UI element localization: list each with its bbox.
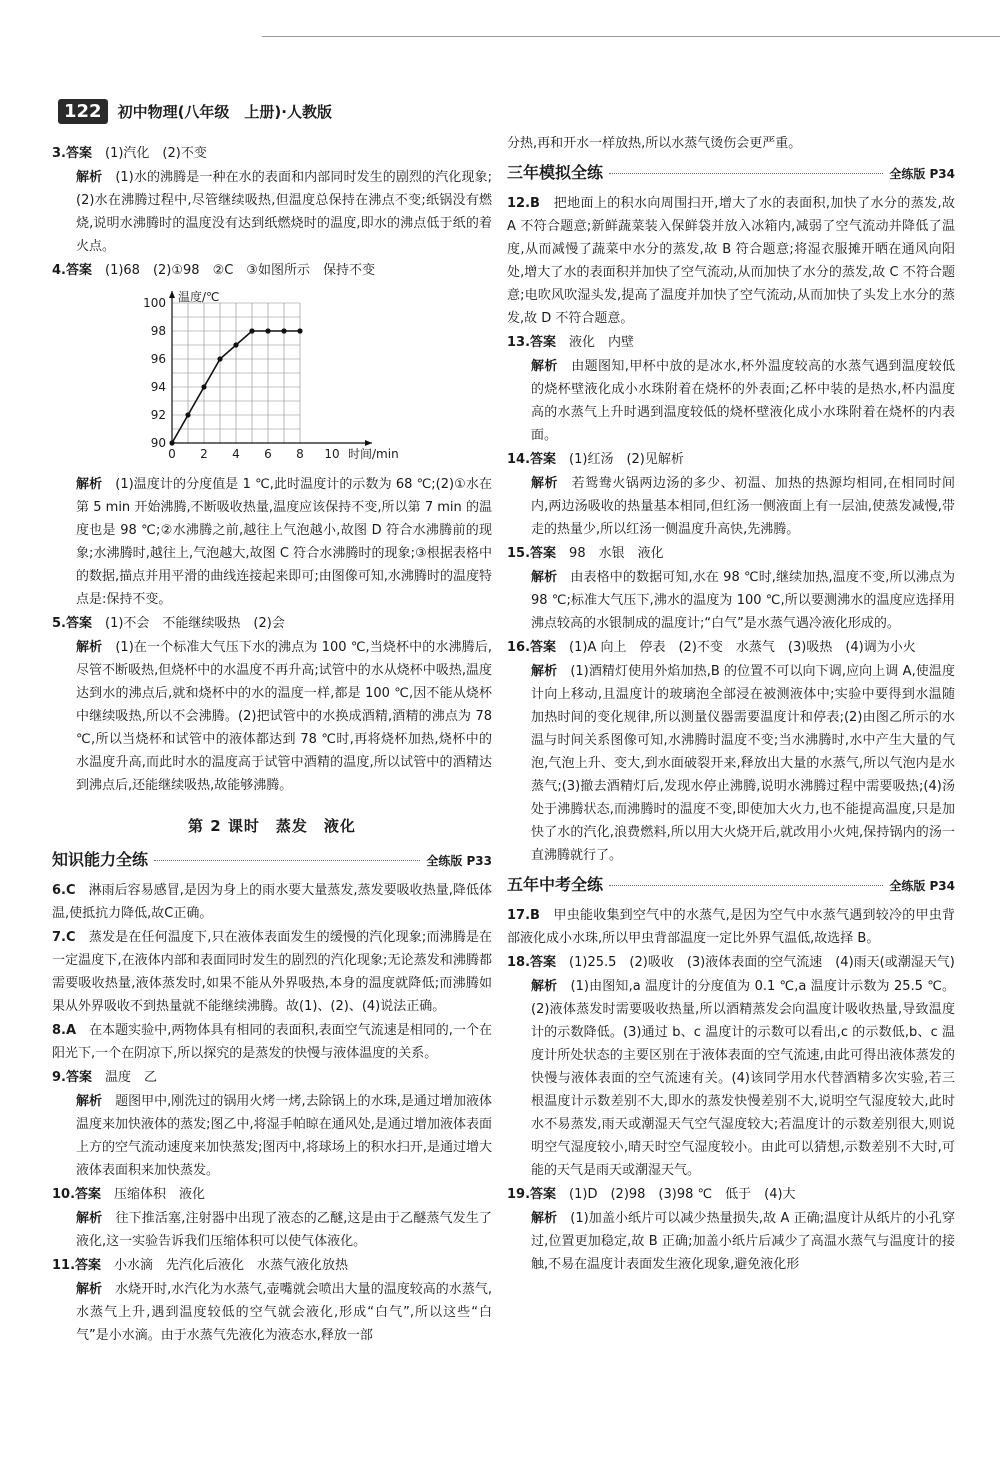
data-point xyxy=(233,342,238,347)
q12-number: 12.B xyxy=(507,196,540,211)
q17-number: 17.B xyxy=(507,908,540,923)
q13-analysis xyxy=(507,355,955,447)
q4-answer xyxy=(52,259,492,282)
section-ref: 全练版 P34 xyxy=(889,879,955,893)
analysis-label: 解析 xyxy=(76,477,103,492)
q9-analysis xyxy=(52,1090,492,1182)
analysis-label: 解析 xyxy=(531,1211,558,1226)
section-title: 五年中考全练 xyxy=(507,875,604,894)
q3-analysis-text: (1)水的沸腾是一种在水的表面和内部同时发生的剧烈的汽化现象;(2)水在沸腾过程中,尽管继续吸热,但温度总保持在沸点不变;纸锅没有燃烧,说明水沸腾时的温度没有达到纸燃烧时的温度,即水的沸点低于纸的着火点。 xyxy=(76,170,492,254)
q4-number: 4.答案 xyxy=(52,263,92,278)
y-tick-label: 100 xyxy=(143,296,166,310)
q4-analysis-text: (1)温度计的分度值是 1 ℃,此时温度计的示数为 68 ℃;(2)①水在第 5 min 开始沸腾,不断吸收热量,温度应该保持不变,所以第 7 min 的温度也是 98 ℃;②水沸腾之前,越往上气泡越小,故图 D 符合水沸腾前的现象;水沸腾时,越往上,气泡越大,故图 C 符合水沸腾时的现象;③根据表格中的数据,描点并用平滑的曲线连接起来即可;由图像可知,水沸腾时的温度特点是:保持不变。 xyxy=(76,477,492,607)
q14-answer xyxy=(507,448,955,471)
q7-text: 蒸发是在任何温度下,只在液体表面发生的缓慢的汽化现象;而沸腾是在一定温度下,在液体内部和表面同时发生的剧烈的汽化现象;无论蒸发和沸腾都需要吸收热量,液体蒸发时,如果不能从外界吸热,本身的温度就降低;而沸腾如果从外界吸收不到热量就不能继续沸腾。故(1)、(2)、(4)说法正确。 xyxy=(52,930,492,1014)
q16-analysis xyxy=(507,660,955,867)
book-title: 初中物理(八年级 上册)·人教版 xyxy=(117,102,332,121)
q15-answer-text: 98 水银 液化 xyxy=(569,546,664,561)
q3-answer-text: (1)汽化 (2)不变 xyxy=(105,146,207,161)
q10-number: 10.答案 xyxy=(52,1187,102,1202)
q19-analysis xyxy=(507,1207,955,1276)
q19-number: 19.答案 xyxy=(507,1187,557,1202)
data-point xyxy=(281,328,286,333)
q18-answer-text: (1)25.5 (2)吸收 (3)液体表面的空气流速 (4)雨天(或潮湿天气) xyxy=(569,955,955,970)
y-tick-label: 98 xyxy=(150,324,166,338)
x-tick-label: 2 xyxy=(200,447,208,461)
q16-analysis-text: (1)酒精灯使用外焰加热,B 的位置不可以向下调,应向上调 A,使温度计向上移动,且温度计的玻璃泡全部浸在被测液体中;实验中要得到水温随加热时间的变化规律,所以测量仪器需要温度计和停表;(2)由图乙所示的水温与时间关系图像可知,水沸腾时温度不变;当水沸腾时,水中产生大量的气泡,气泡上升、变大,到水面破裂开来,释放出大量的水蒸气,所以气泡内是水蒸气;(3)撤去酒精灯后,发现水停止沸腾,说明水沸腾过程中需要吸热;(4)汤处于沸腾状态,而沸腾时的温度不变,即使加大火力,也不能提高温度,只是加快了水的汽化,浪费燃料,所以用大火烧开后,就改用小火炖,保持锅内的汤一直沸腾就行了。 xyxy=(531,664,955,863)
q17 xyxy=(507,904,955,950)
y-tick-label: 92 xyxy=(150,408,166,422)
q15-answer xyxy=(507,542,955,565)
q10-analysis xyxy=(52,1207,492,1253)
data-point xyxy=(297,328,302,333)
q6-text: 淋雨后容易感冒,是因为身上的雨水要大量蒸发,蒸发要吸收热量,降低体温,使抵抗力降低,故C正确。 xyxy=(52,883,492,921)
analysis-label: 解析 xyxy=(531,476,559,491)
q19-answer-text: (1)D (2)98 (3)98 ℃ 低于 (4)大 xyxy=(569,1187,796,1202)
q16-number: 16.答案 xyxy=(507,640,557,655)
analysis-label: 解析 xyxy=(531,570,558,585)
y-tick-label: 96 xyxy=(150,352,166,366)
q9-number: 9.答案 xyxy=(52,1070,92,1085)
q4-answer-text: (1)68 (2)①98 ②C ③如图所示 保持不变 xyxy=(105,263,375,278)
q16-answer-text: (1)A 向上 停表 (2)不变 水蒸气 (3)吸热 (4)调为小火 xyxy=(569,640,916,655)
x-tick-label: 4 xyxy=(232,447,240,461)
y-tick-label: 90 xyxy=(150,436,166,450)
section-dots xyxy=(154,860,420,861)
q5-number: 5.答案 xyxy=(52,616,92,631)
q10-answer xyxy=(52,1183,492,1206)
q8 xyxy=(52,1019,492,1065)
data-point xyxy=(265,328,270,333)
data-point xyxy=(249,328,254,333)
x-axis-arrow xyxy=(365,440,372,446)
y-axis-arrow xyxy=(169,291,175,298)
x-tick-label: 0 xyxy=(168,447,176,461)
q16-answer xyxy=(507,636,955,659)
x-tick-label: 6 xyxy=(264,447,272,461)
q8-number: 8.A xyxy=(52,1023,77,1038)
section-ref: 全练版 P33 xyxy=(426,854,492,868)
y-axis-label: 温度/℃ xyxy=(178,290,220,304)
q6 xyxy=(52,879,492,925)
q3-answer xyxy=(52,142,492,165)
page-header xyxy=(58,96,332,126)
boiling-temperature-chart xyxy=(112,285,452,461)
q11-answer xyxy=(52,1254,492,1277)
x-axis-label: 时间/min xyxy=(348,447,399,461)
q5-answer-text: (1)不会 不能继续吸热 (2)会 xyxy=(105,616,285,631)
q9-answer-text: 温度 乙 xyxy=(105,1070,158,1085)
q8-text: 在本题实验中,两物体具有相同的表面积,表面空气流速是相同的,一个在阳光下,一个在阴凉下,所以探究的是蒸发的快慢与液体温度的关系。 xyxy=(52,1023,492,1061)
q9-answer xyxy=(52,1066,492,1089)
q10-analysis-text: 往下推活塞,注射器中出现了液态的乙醚,这是由于乙醚蒸气发生了液化,这一实验告诉我们压缩体积可以使气体液化。 xyxy=(76,1211,492,1249)
left-column xyxy=(52,142,492,1348)
q14-analysis-text: 若鸳鸯火锅两边汤的多少、初温、加热的热源均相同,在相同时间内,两边汤吸收的热量基本相同,但红汤一侧液面上有一层油,使蒸发减慢,带走的热量少,所以红汤一侧温度升高快,先沸腾。 xyxy=(531,476,955,537)
analysis-label: 解析 xyxy=(531,664,558,679)
page-number: 122 xyxy=(58,99,108,124)
q5-analysis-text: (1)在一个标准大气压下水的沸点为 100 ℃,当烧杯中的水沸腾后,尽管不断吸热,但烧杯中的水温度不再升高;试管中的水从烧杯中吸热,温度达到水的沸点后,就和烧杯中的水的温度一样,都是 100 ℃,因不能从烧杯中继续吸热,所以不会沸腾。(2)把试管中的水换成酒精,酒精的沸点为 78 ℃,所以当烧杯和试管中的液体都达到 78 ℃时,再将烧杯加热,烧杯中的水温度升高,而此时水的温度高于试管中酒精的温度,所以试管中的酒精达到沸点后,还能继续吸热,故能够沸腾。 xyxy=(76,640,492,793)
data-point xyxy=(169,440,174,445)
q12-text: 把地面上的积水向周围扫开,增大了水的表面积,加快了水分的蒸发,故 A 不符合题意;新鲜蔬菜装入保鲜袋并放入冰箱内,减弱了空气流动并降低了温度,从而减慢了蔬菜中水分的蒸发,故 B 符合题意;将湿衣服摊开晒在通风向阳处,增大了水的表面积并加快了空气流动,从而加快了水分的蒸发,故 C 不符合题意;电吹风吹湿头发,提高了温度并加快了空气流动,从而加快了头发上水分的蒸发,故 D 不符合题意。 xyxy=(507,196,955,326)
q7 xyxy=(52,926,492,1018)
data-point xyxy=(217,356,222,361)
q3-number: 3.答案 xyxy=(52,146,92,161)
q4-analysis xyxy=(52,473,492,611)
q19-answer xyxy=(507,1183,955,1206)
analysis-label: 解析 xyxy=(76,1282,103,1297)
top-rule xyxy=(262,36,1000,37)
q13-answer xyxy=(507,331,955,354)
q11-continuation: 分热,再和开水一样放热,所以水蒸气烫伤会更严重。 xyxy=(507,136,802,151)
section-header-five-year xyxy=(507,873,955,898)
q14-analysis xyxy=(507,472,955,541)
analysis-label: 解析 xyxy=(531,359,558,374)
section-dots xyxy=(609,173,883,174)
section-header-knowledge xyxy=(52,848,492,873)
x-tick-label: 8 xyxy=(296,447,304,461)
q10-answer-text: 压缩体积 液化 xyxy=(114,1187,206,1202)
right-column xyxy=(507,132,955,1277)
analysis-label: 解析 xyxy=(76,1094,103,1109)
q18-answer xyxy=(507,951,955,974)
q11-number: 11.答案 xyxy=(52,1258,102,1273)
q14-number: 14.答案 xyxy=(507,452,557,467)
q13-number: 13.答案 xyxy=(507,335,557,350)
q5-answer xyxy=(52,612,492,635)
q5-analysis xyxy=(52,636,492,797)
q6-number: 6.C xyxy=(52,883,76,898)
q13-analysis-text: 由题图知,甲杯中放的是冰水,杯外温度较高的水蒸气遇到温度较低的烧杯壁液化成小水珠附着在烧杯的外表面;乙杯中装的是热水,杯内温度高的水蒸气上升时遇到温度较低的烧杯壁液化成小水珠附着在烧杯的内表面。 xyxy=(531,359,955,443)
lesson-title: 第 2 课时 蒸发 液化 xyxy=(188,817,356,835)
q7-number: 7.C xyxy=(52,930,76,945)
section-dots xyxy=(609,885,883,886)
q3-analysis xyxy=(52,166,492,258)
q11-analysis xyxy=(52,1278,492,1347)
section-title: 三年模拟全练 xyxy=(507,163,604,182)
analysis-label: 解析 xyxy=(76,170,103,185)
x-tick-label: 10 xyxy=(324,447,340,461)
analysis-label: 解析 xyxy=(76,1211,103,1226)
q9-analysis-text: 题图甲中,刚洗过的锅用火烤一烤,去除锅上的水珠,是通过增加液体温度来加快液体的蒸发;图乙中,将湿手帕晾在通风处,是通过增加液体表面上方的空气流动速度来加快蒸发;图丙中,将球场上的积水扫开,是通过增大液体表面积来加快蒸发。 xyxy=(76,1094,492,1178)
data-point xyxy=(201,384,206,389)
q18-analysis xyxy=(507,975,955,1182)
q11-analysis-text: 水烧开时,水汽化为水蒸气,壶嘴就会喷出大量的温度较高的水蒸气,水蒸气上升,遇到温度较低的空气就会液化,形成“白气”,所以这些“白气”是小水滴。由于水蒸气先液化为液态水,释放一部 xyxy=(76,1282,492,1343)
q18-number: 18.答案 xyxy=(507,955,557,970)
y-tick-label: 94 xyxy=(150,380,166,394)
data-point xyxy=(185,412,190,417)
q14-answer-text: (1)红汤 (2)见解析 xyxy=(569,452,684,467)
q12 xyxy=(507,192,955,330)
analysis-label: 解析 xyxy=(531,979,558,994)
q15-analysis-text: 由表格中的数据可知,水在 98 ℃时,继续加热,温度不变,所以沸点为 98 ℃;标准大气压下,沸水的温度为 100 ℃,所以要测沸水的温度应选择用沸点较高的水银制成的温度计;“白气”是水蒸气遇冷液化形成的。 xyxy=(531,570,955,631)
analysis-label: 解析 xyxy=(76,640,103,655)
section-header-three-year xyxy=(507,161,955,186)
q18-analysis-text: (1)由图知,a 温度计的分度值为 0.1 ℃,a 温度计示数为 25.5 ℃。(2)液体蒸发时需要吸收热量,所以酒精蒸发会向温度计吸收热量,导致温度计的示数降低。(3)通过 b、c 温度计的示数可以看出,c 的示数低,b、c 温度计所处状态的主要区别在于液体表面的空气流速,由此可得出液体蒸发的快慢与液体表面的空气流速有关。(4)该同学用水代替酒精多次实验,若三根温度计示数差别不大,即水的蒸发快慢差别不大,说明空气湿度较大,此时水不易蒸发,雨天或潮湿天气空气湿度较大;若温度计的示数差别很大,则说明空气湿度较小,晴天时空气湿度较小。由此可以猜想,示数差别不大时,可能的天气是雨天或潮湿天气。 xyxy=(531,979,955,1178)
section-title: 知识能力全练 xyxy=(52,850,149,869)
q19-analysis-text: (1)加盖小纸片可以减少热量损失,故 A 正确;温度计从纸片的小孔穿过,位置更加稳定,故 B 正确;加盖小纸片后减少了高温水蒸气与温度计的接触,不易在温度计表面发生液化现象,避免液化形 xyxy=(531,1211,955,1272)
q15-analysis xyxy=(507,566,955,635)
q17-text: 甲虫能收集到空气中的水蒸气,是因为空气中水蒸气遇到较冷的甲虫背部液化成小水珠,所以甲虫背部温度一定比外界气温低,故选择 B。 xyxy=(507,908,955,946)
q13-answer-text: 液化 内壁 xyxy=(569,335,635,350)
q15-number: 15.答案 xyxy=(507,546,557,561)
q11-answer-text: 小水滴 先汽化后液化 水蒸气液化放热 xyxy=(114,1258,349,1273)
section-ref: 全练版 P34 xyxy=(889,167,955,181)
